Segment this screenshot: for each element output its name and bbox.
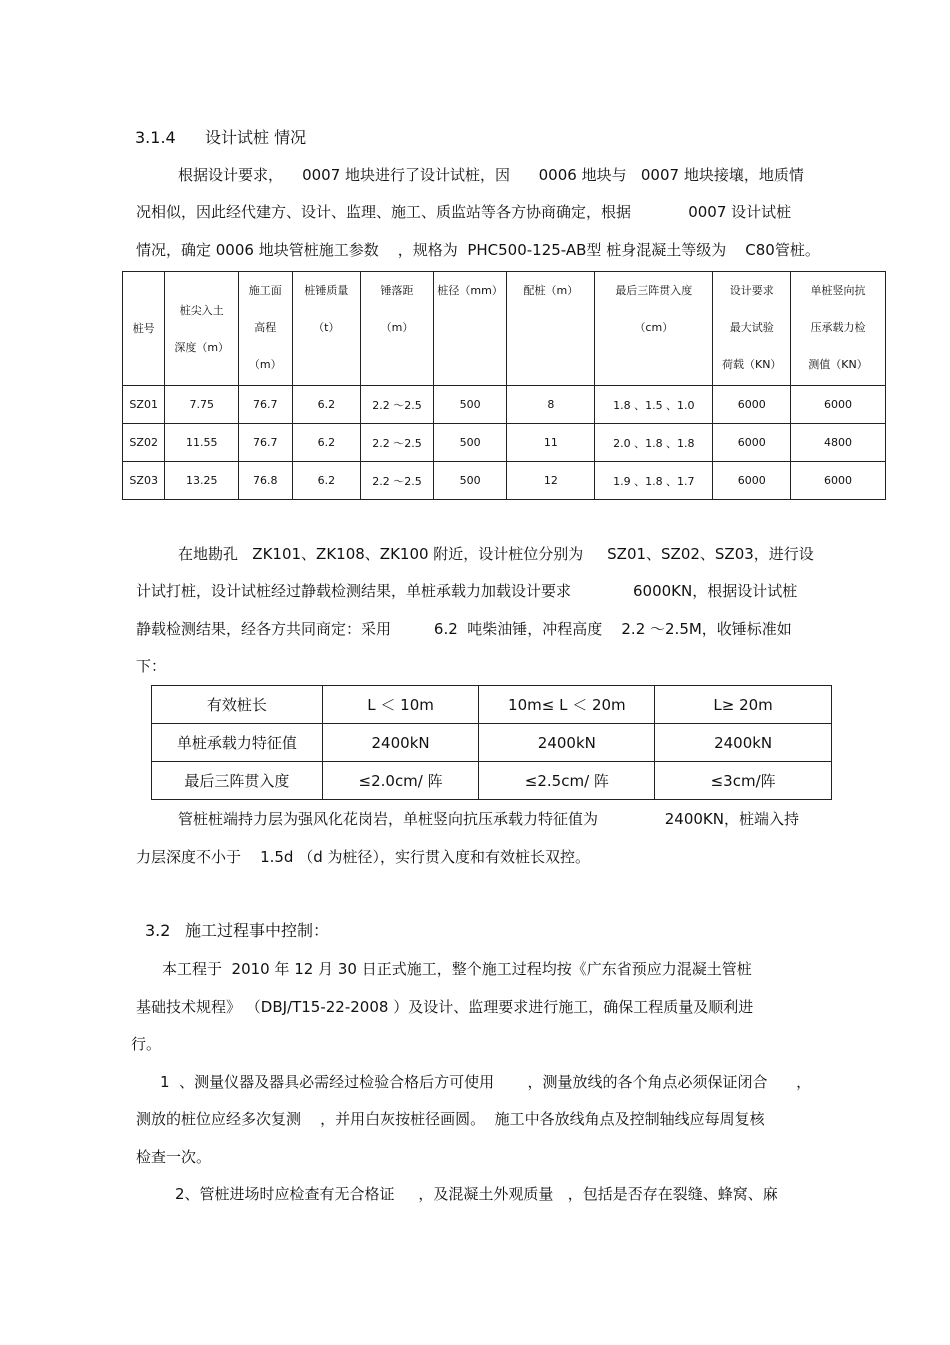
table-cell: 500 [433, 462, 507, 500]
table-cell: 11.55 [165, 424, 239, 462]
header-pile-config: 配桩（m） [507, 272, 595, 386]
para2-line-1: 在地勘孔 ZK101、ZK108、ZK100 附近，设计桩位分别为 SZ01、SZ02、SZ03，进行设 [178, 545, 814, 563]
table-cell: SZ02 [123, 424, 165, 462]
table-header-row [123, 272, 886, 386]
termination-criteria-table [151, 685, 832, 800]
table-row [152, 724, 832, 762]
table-row [152, 686, 832, 724]
table-cell: 2400kN [479, 724, 655, 762]
table-cell: 11 [507, 424, 595, 462]
table-cell: 6.2 [292, 424, 361, 462]
section-number-314: 3.1.4 [135, 128, 176, 147]
header-tip-depth: 桩尖入土 深度（m） [165, 272, 239, 386]
para2-line-2: 计试打桩，设计试桩经过静载检测结果，单桩承载力加载设计要求 6000KN，根据设计试桩 [136, 582, 798, 600]
table-cell: 4800 [791, 424, 886, 462]
table-row [123, 386, 886, 424]
para3-line-2: 力层深度不小于 1.5d （d 为桩径），实行贯入度和有效桩长双控。 [136, 848, 591, 866]
table-cell: 6000 [791, 462, 886, 500]
item1-line-3: 检查一次。 [136, 1148, 212, 1166]
table-cell: 最后三阵贯入度 [152, 762, 323, 800]
section-number-32: 3.2 [145, 921, 171, 940]
table-row [123, 424, 886, 462]
table-cell: 单桩承载力特征值 [152, 724, 323, 762]
para2-line-4: 下： [136, 657, 167, 675]
table-cell: 76.7 [239, 386, 292, 424]
table-cell: 76.8 [239, 462, 292, 500]
table-cell: 12 [507, 462, 595, 500]
item1-line-1: 1 、测量仪器及器具必需经过检验合格后方可使用 ，测量放线的各个角点必须保证闭合 ， [160, 1073, 812, 1091]
item2-line-1: 2、管桩进场时应检查有无合格证 ，及混凝土外观质量 ，包括是否存在裂缝、蜂窝、麻 [175, 1185, 778, 1203]
table-cell: 500 [433, 424, 507, 462]
table-cell: 500 [433, 386, 507, 424]
header-pile-no: 桩号 [123, 272, 165, 386]
item1-line-2: 测放的桩位应经多次复测 ，并用白灰按桩径画圆。 施工中各放线角点及控制轴线应每周复核 [136, 1110, 765, 1128]
table-cell: 2400kN [655, 724, 832, 762]
table-cell: ≤3cm/阵 [655, 762, 832, 800]
section-title-32: 施工过程事中控制： [185, 921, 330, 940]
table-row [152, 762, 832, 800]
test-pile-table [122, 271, 886, 500]
table-cell: 6.2 [292, 386, 361, 424]
table-cell: 2.2 ～2.5 [361, 462, 434, 500]
para1-line-3: 情况，确定 0006 地块管桩施工参数 ，规格为 PHC500-125-AB型 桩身混凝土等级为 C80管桩。 [136, 241, 820, 259]
table-cell: 6.2 [292, 462, 361, 500]
header-hammer-mass: 桩锤质量 （t） [292, 272, 361, 386]
table-cell: 2.0 、1.8 、1.8 [595, 424, 713, 462]
header-max-test-load: 设计要求 最大试验 荷载（KN） [713, 272, 791, 386]
table-cell: L ＜ 10m [322, 686, 479, 724]
table-cell: 6000 [713, 424, 791, 462]
table-cell: 有效桩长 [152, 686, 323, 724]
table-cell: 1.8 、1.5 、1.0 [595, 386, 713, 424]
para2-line-3: 静载检测结果，经各方共同商定：采用 6.2 吨柴油锤，冲程高度 2.2 ～2.5M，收锤标准如 [136, 620, 792, 638]
header-drop-height: 锤落距 （m） [361, 272, 434, 386]
table-cell: 6000 [713, 462, 791, 500]
table-cell: SZ01 [123, 386, 165, 424]
table-cell: 1.9 、1.8 、1.7 [595, 462, 713, 500]
table-cell: 6000 [713, 386, 791, 424]
table-row [123, 462, 886, 500]
table-cell: 8 [507, 386, 595, 424]
para1-line-2: 况相似，因此经代建方、设计、监理、施工、质监站等各方协商确定，根据 0007 设计试桩 [136, 203, 792, 221]
table-cell: L≥ 20m [655, 686, 832, 724]
header-capacity-test: 单桩竖向抗 压承载力检 测值（KN） [791, 272, 886, 386]
para1-line-1: 根据设计要求， 0007 地块进行了设计试桩，因 0006 地块与 0007 地块接壤，地质情 [178, 166, 804, 184]
table-cell: ≤2.0cm/ 阵 [322, 762, 479, 800]
para3-line-1: 管桩桩端持力层为强风化花岗岩，单桩竖向抗压承载力特征值为 2400KN，桩端入持 [178, 810, 799, 828]
table-cell: 2.2 ～2.5 [361, 424, 434, 462]
table-cell: 7.75 [165, 386, 239, 424]
table-cell: SZ03 [123, 462, 165, 500]
header-pile-diameter: 桩径（mm） [433, 272, 507, 386]
table-cell: 10m≤ L ＜ 20m [479, 686, 655, 724]
table-cell: 2400kN [322, 724, 479, 762]
header-final-penetration: 最后三阵贯入度 （cm） [595, 272, 713, 386]
section-title-314: 设计试桩 情况 [205, 128, 307, 147]
table-cell: ≤2.5cm/ 阵 [479, 762, 655, 800]
table-cell: 2.2 ～2.5 [361, 386, 434, 424]
header-elevation: 施工面 高程 （m） [239, 272, 292, 386]
para4-line-3: 行。 [131, 1035, 162, 1053]
table-cell: 6000 [791, 386, 886, 424]
para4-line-2: 基础技术规程》 （DBJ/T15-22-2008 ）及设计、监理要求进行施工，确保工程质量及顺利进 [136, 998, 754, 1016]
table-cell: 13.25 [165, 462, 239, 500]
para4-line-1: 本工程于 2010 年 12 月 30 日正式施工，整个施工过程均按《广东省预应力混凝土管桩 [162, 960, 752, 978]
table-cell: 76.7 [239, 424, 292, 462]
